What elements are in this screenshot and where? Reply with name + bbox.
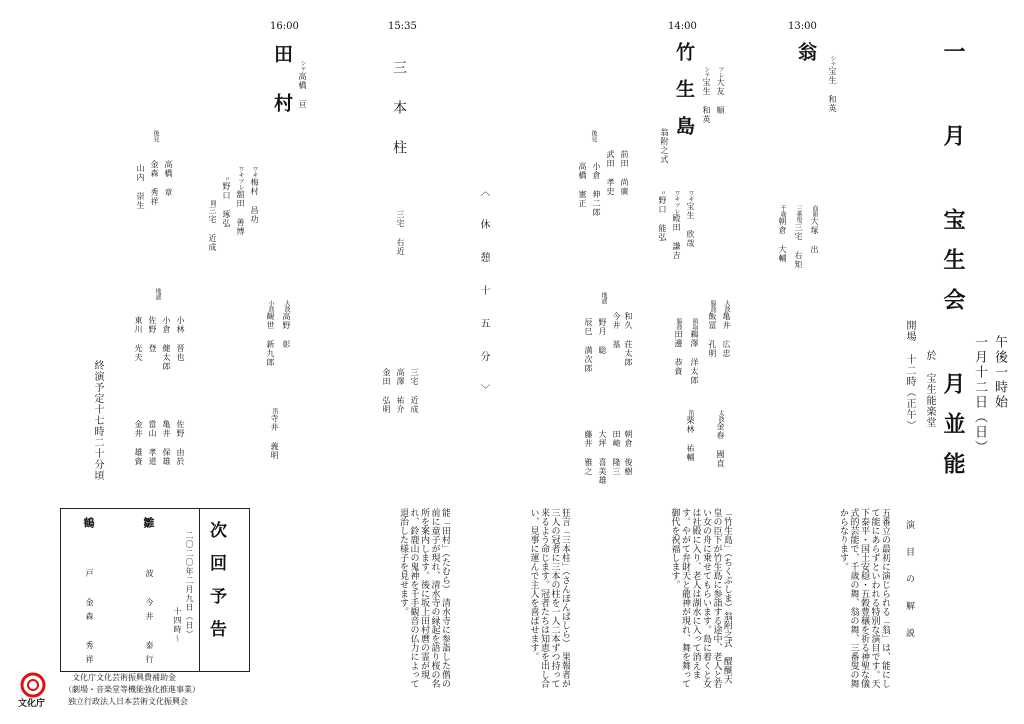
commentary-翁: 五番立の最初に演じられる「翁」は、能にして能にあらずといわれる特別な演目です。天下泰平・国土安穏・五穀豊穣を祈る神聖な儀式的芸能で、千歳の舞、翁の舞、三番叟の舞からなります。	[838, 508, 890, 688]
jiutai-member: 藤井 雅之	[584, 430, 593, 476]
musician: 脇鼓田邊 恭資	[674, 318, 683, 376]
jiutai-member: 田崎 隆三	[612, 430, 621, 476]
cast-shite: シテ高橋 亘	[298, 60, 307, 109]
koken-member: 武田 孝史	[606, 150, 615, 196]
cast-member: 三宅 近成	[410, 368, 419, 414]
org-line: （劇場・音楽堂等機能強化推進事業）	[64, 685, 200, 694]
jiutai-member: 東川 光夫	[134, 316, 143, 362]
org-line: 独立行政法人日本芸術文化振興会	[68, 697, 188, 706]
logo-mark-icon	[20, 672, 46, 698]
jiutai-member: 辰巳 満次郎	[584, 318, 593, 373]
next-play-title: 雛	[142, 517, 155, 529]
bunkacho-logo	[20, 672, 46, 698]
musician: 大鼓高野 彰	[282, 300, 291, 349]
cast-senzai: 千歳朝倉 大輔	[778, 205, 787, 263]
time-label: 16:00	[270, 21, 299, 32]
jiutai-member: 小倉 健太郎	[162, 316, 171, 371]
koken-member: 高橋 憲正	[578, 162, 587, 208]
koken-member: 高橋 章	[164, 160, 173, 197]
musician: 頭取鵜澤 洋太郎	[690, 318, 699, 385]
cast-wakitsure: ワキツレ殿田 謙吉	[672, 190, 681, 260]
next-heading: 次回予告	[206, 521, 226, 653]
cast-wakitsure2: 〃野口 能弘	[658, 190, 667, 242]
event-date: 一月十二日（日）	[972, 335, 987, 455]
musician: 大鼓亀井 広忠	[722, 300, 731, 358]
time-label: 15:35	[388, 21, 417, 32]
cast-wakitsure2: 〃野口 琢弘	[222, 176, 231, 228]
cast-menbako: 面箱大塚 出	[810, 205, 819, 254]
jiutai-member: 當山 孝道	[148, 420, 157, 466]
jiutai-member: 朝倉 俊樹	[624, 430, 633, 476]
koken-label: 後見	[590, 130, 597, 142]
open-time: 開場 十二時（正午）	[904, 320, 915, 431]
jiutai-label: 地謡	[154, 288, 161, 300]
start-time: 午後一時始	[992, 335, 1007, 410]
commentary-tamura: 能「田村」（たむら） 清水寺に参詣した僧の前に童子が現れ、清水寺の縁起を語り桜の名所を案内します。後に坂上田村麿の霊が現れ、鈴鹿山の鬼神を千手観音の仏力によって退治した様子を見せます。	[398, 508, 450, 688]
jiutai-member: 大坪 喜美雄	[598, 430, 607, 485]
venue: 於 宝生能楽堂	[924, 350, 935, 428]
org-line: 文化庁文化芸術振興費補助金	[72, 673, 176, 682]
play-title: 三本柱	[391, 60, 407, 180]
next-date: 二〇二〇年二月九日（日）	[185, 531, 194, 639]
next-performance-box	[60, 508, 250, 672]
logo-text: 文化庁	[18, 699, 46, 709]
cast-sanbaso: 三番叟三宅 右矩	[794, 205, 803, 269]
commentary-sanbonbashira: 狂言「三本柱」（さんぼんばしら） 果報者が三人の冠者に三本の柱を一人二本ずつ持って来るよう命じます。冠者たちは知恵を出し合い、見事に運んで主人を喜ばせます。	[528, 508, 570, 688]
play-subtitle: 翁附之式	[660, 128, 669, 164]
cast-member: 金田 弘明	[382, 368, 391, 414]
play-title: 田村	[271, 44, 293, 142]
jiutai-member: 亀井 保雄	[162, 420, 171, 466]
commentary-chikubushima: 「竹生島」（ちくぶしま）翁附之式 醍醐天皇の臣下が竹生島に参詣する途中、老人と若い女の舟に乗せてもらいます。島に着くと女は社殿に入り、老人は湖水に入って消えます。やがて弁財天と龍神が現れ、舞を舞って御代を祝福します。	[669, 508, 732, 688]
musician: 小鼓観世 新九郎	[266, 300, 275, 367]
jiutai-member: 佐野 由於	[176, 420, 185, 466]
cast-shite: シテ宝生 和英	[702, 66, 711, 124]
koken-label: 後見	[152, 130, 159, 142]
time-label: 14:00	[668, 21, 697, 32]
jiutai-member: 金井 雄資	[134, 420, 143, 466]
cast-waki: ワキ梅村 昌功	[250, 166, 259, 224]
koken-member: 前田 尚廣	[620, 150, 629, 196]
musician: 笛栗林 祐輔	[686, 410, 695, 462]
intermission: 〈 休 憩 十 五 分 〉	[478, 186, 489, 400]
jiutai-member: 野月 聡	[598, 318, 607, 355]
end-time: 終演予定十七時二十分頃	[92, 360, 103, 481]
next-play-cast: 戸 金森 秀祥	[85, 569, 94, 669]
koken-member: 山内 崇生	[136, 164, 145, 210]
divider	[199, 509, 200, 671]
jiutai-member: 今井 基	[612, 312, 621, 349]
commentary-heading: 演 目 の 解 説	[904, 520, 914, 641]
play-title: 竹生島	[673, 42, 695, 153]
next-time: 十四時〜	[173, 607, 182, 643]
musician: 脇鼓飯冨 孔明	[708, 300, 717, 358]
musician: 笛寺井 義明	[270, 408, 279, 460]
cast-waki: ワキ宝生 欣哉	[686, 190, 695, 248]
next-play-cast: 波 今井 泰行	[145, 569, 154, 669]
time-label: 13:00	[788, 21, 817, 32]
cast-member: 高澤 祐介	[396, 368, 405, 414]
jiutai-member: 小林 晋也	[176, 316, 185, 362]
cast-ai: 間三宅 近成	[208, 200, 217, 252]
jiutai-member: 佐野 登	[148, 316, 157, 353]
cast-shite: シテ宝生 和英	[828, 55, 837, 113]
cast-tsure: ツレ大友 順	[716, 66, 725, 115]
jiutai-label: 地謡	[600, 292, 607, 304]
koken-member: 小倉 伸二郎	[592, 162, 601, 217]
koken-member: 金森 秀祥	[150, 160, 159, 206]
musician: 太鼓金春 國直	[716, 410, 725, 468]
play-title: 翁	[795, 42, 817, 75]
page-title: 一 月 宝生会 月並能	[940, 40, 966, 492]
cast-member: 三宅 右近	[396, 210, 405, 256]
cast-wakitsure: ワキツレ舘田 善博	[236, 166, 245, 236]
next-play-title: 鶴	[82, 517, 95, 529]
jiutai-member: 和久 荘太郎	[624, 312, 633, 367]
